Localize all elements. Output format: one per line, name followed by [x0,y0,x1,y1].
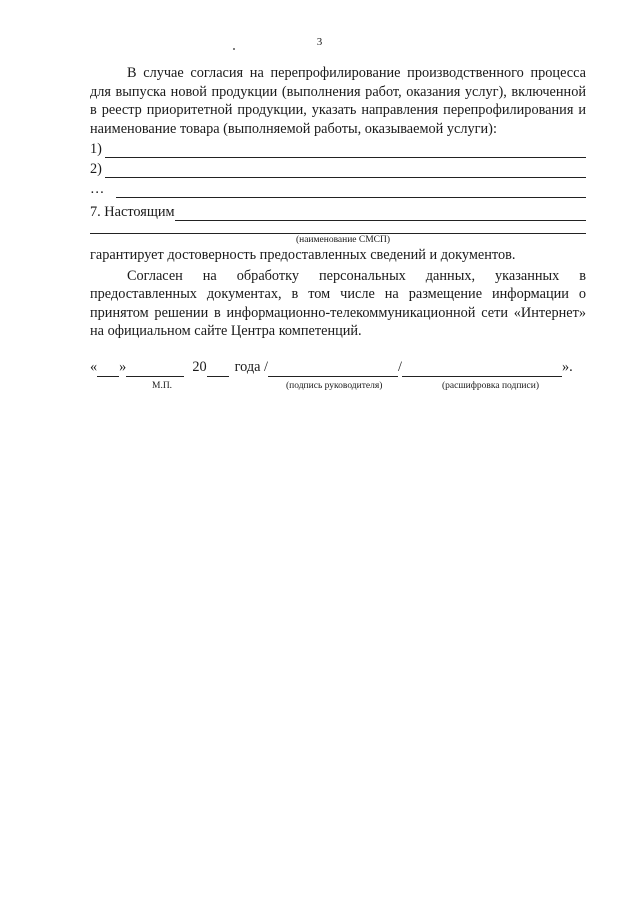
year-blank[interactable] [207,363,229,377]
consent-paragraph: Согласен на обработку персональных данных, указанных в предоставленных документах, в том числе на размещение информации о принятом решении в информационно-телекоммуникационной сети «Интернет» на официальном сайте Центра компетенций. [90,267,586,339]
section7-line [90,202,586,221]
smsp-name-blank-2[interactable] [90,221,586,234]
year-prefix: 20 [192,359,207,375]
item-line-2 [90,159,586,178]
month-blank[interactable] [126,363,184,377]
item-label-3: … [90,180,105,197]
date-close-quote: » [119,359,127,375]
signature-caption: (подпись руководителя) [286,380,383,391]
item-blank-1[interactable] [105,143,586,158]
signature-captions [90,377,586,391]
smsp-name-blank[interactable] [175,206,586,221]
intro-paragraph: В случае согласия на перепрофилирование производственного процесса для выпуска новой продукции (выполнения работ, оказания услуг), включенной в реестр приоритетной продукции, указать направления перепрофилирования и наименование товара (выполняемой работы, оказываемой услуги): [90,65,586,137]
item-line-1 [90,139,586,158]
signature-blank[interactable] [268,363,398,377]
scan-speck [233,48,235,50]
signature-row [90,359,586,377]
item-label-2: 2) [90,160,102,177]
section7-label: 7. Настоящим [90,203,175,220]
smsp-caption: (наименование СМСП) [295,235,391,245]
decoding-caption: (расшифровка подписи) [442,380,539,391]
page-number: 3 [316,36,323,48]
signature-end: ». [562,359,573,375]
signature-slash: / [398,359,403,375]
document-body [90,64,586,391]
decoding-blank[interactable] [402,363,562,377]
item-blank-2[interactable] [105,163,586,178]
date-open-quote: « [90,359,98,375]
stamp-caption: М.П. [152,380,173,391]
day-blank[interactable] [97,363,119,377]
item-blank-3[interactable] [116,183,586,198]
guarantee-text: гарантирует достоверность предоставленных сведений и документов. [90,247,516,263]
year-suffix: года / [234,359,269,375]
item-line-3 [90,179,586,198]
item-label-1: 1) [90,140,102,157]
